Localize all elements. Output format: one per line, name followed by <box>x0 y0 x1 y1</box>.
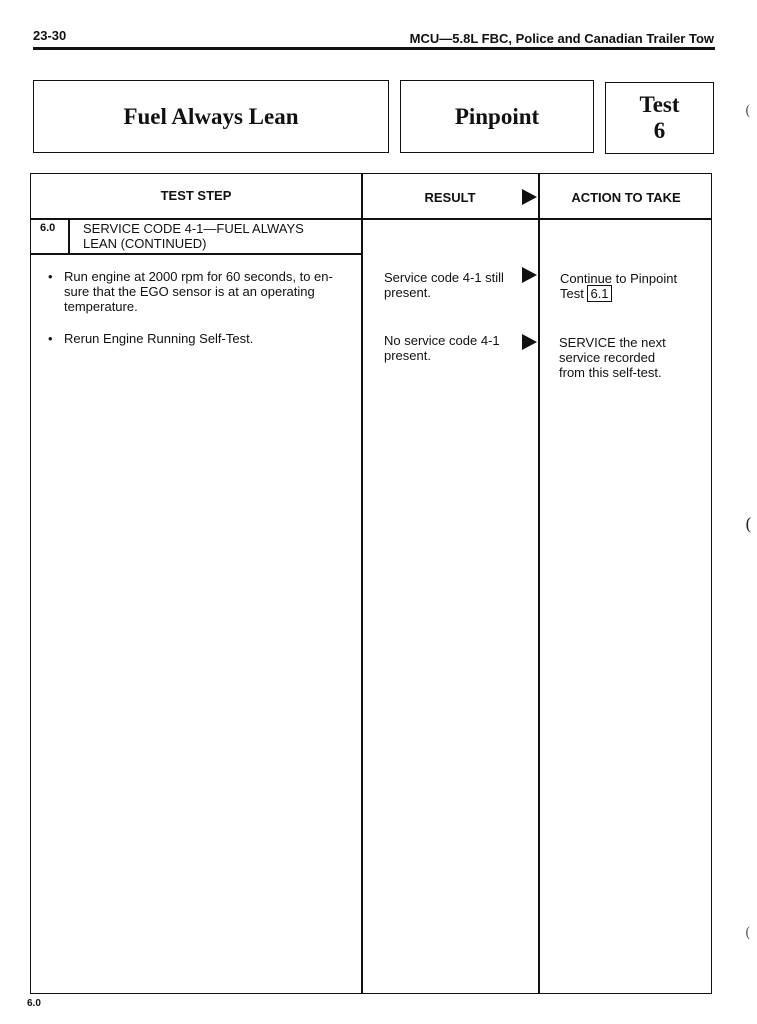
test-step-bullet-2 <box>48 331 353 346</box>
action-line: Test <box>560 286 584 301</box>
action-line: service recorded <box>559 350 656 365</box>
margin-mark: ( <box>745 515 752 535</box>
margin-mark: ( <box>745 103 751 119</box>
test-label: Test <box>639 92 680 117</box>
action-line: from this self-test. <box>559 365 662 380</box>
result-line: present. <box>384 285 431 300</box>
test-number-box <box>605 82 714 154</box>
pinpoint-box <box>400 80 594 153</box>
bullet-line: sure that the EGO sensor is at an operating <box>64 284 315 299</box>
bullet-line: temperature. <box>64 299 138 314</box>
column-header-result: RESULT <box>424 190 476 205</box>
step-number: 6.0 <box>40 222 56 234</box>
test-step-bullet-1 <box>48 269 353 314</box>
step-number-divider <box>68 218 70 254</box>
section-title: MCU—5.8L FBC, Police and Canadian Trailer Tow <box>409 31 714 46</box>
step-row-divider <box>30 253 362 255</box>
action-1 <box>560 271 710 301</box>
result-2-arrow-icon <box>522 334 537 350</box>
result-arrow-icon <box>522 189 537 205</box>
result-line: No service code 4-1 <box>384 333 500 348</box>
column-divider-1 <box>361 173 363 994</box>
result-1-arrow-icon <box>522 267 537 283</box>
result-1 <box>384 270 522 300</box>
result-line: Service code 4-1 still <box>384 270 504 285</box>
page-number: 23-30 <box>33 28 67 43</box>
result-line: present. <box>384 348 431 363</box>
action-line: Continue to Pinpoint <box>560 271 678 286</box>
column-divider-2 <box>538 173 540 994</box>
action-2 <box>559 335 709 380</box>
column-header-action: ACTION TO TAKE <box>571 190 681 205</box>
margin-mark: ( <box>745 925 751 941</box>
test-number: 6 <box>653 118 666 143</box>
footer-step-ref: 6.0 <box>27 998 41 1009</box>
bullet-icon: • <box>48 269 53 284</box>
bullet-line: Rerun Engine Running Self-Test. <box>64 331 254 346</box>
step-title <box>83 221 358 251</box>
pinpoint-label: Pinpoint <box>454 103 540 129</box>
header-row-divider <box>30 218 712 220</box>
action-line: SERVICE the next <box>559 335 666 350</box>
symptom-title-box <box>33 80 389 153</box>
step-title-line: SERVICE CODE 4-1—FUEL ALWAYS <box>83 221 304 236</box>
pinpoint-ref: 6.1 <box>587 285 611 302</box>
bullet-icon: • <box>48 331 53 346</box>
header-rule <box>33 47 715 50</box>
result-2 <box>384 333 522 363</box>
step-title-line: LEAN (CONTINUED) <box>83 236 207 251</box>
bullet-line: Run engine at 2000 rpm for 60 seconds, to en- <box>64 269 333 284</box>
column-header-test-step: TEST STEP <box>160 188 232 203</box>
symptom-title: Fuel Always Lean <box>123 103 299 129</box>
